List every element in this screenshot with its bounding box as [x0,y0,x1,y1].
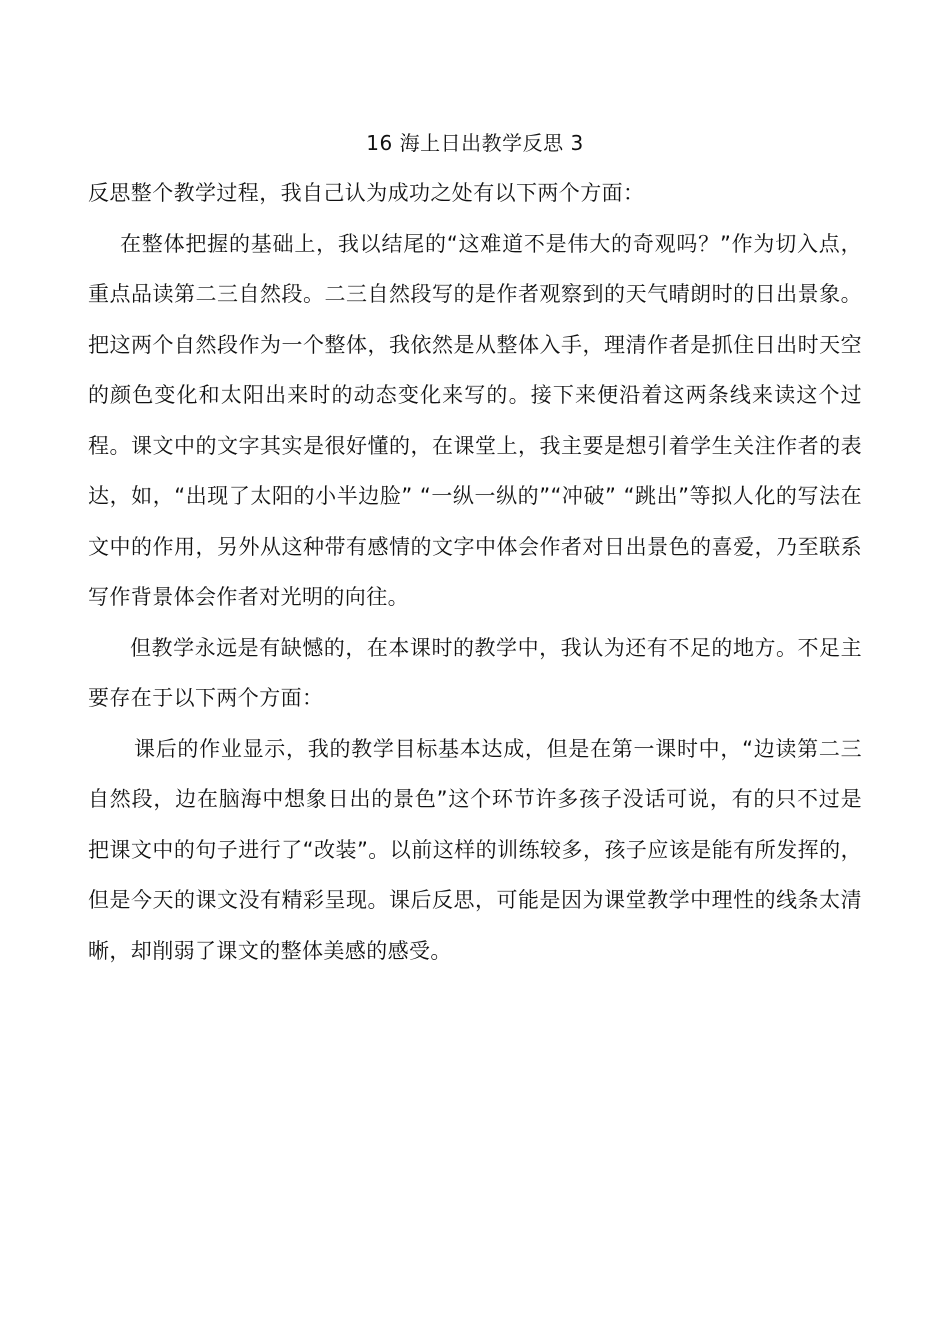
paragraph-shortcomings-intro: 但教学永远是有缺憾的，在本课时的教学中，我认为还有不足的地方。不足主要存在于以下两个方面： [88,635,862,710]
paragraph-strengths: 在整体把握的基础上，我以结尾的“这难道不是伟大的奇观吗？”作为切入点，重点品读第二三自然段。二三自然段写的是作者观察到的天气晴朗时的日出景象。把这两个自然段作为一个整体，我依然是从整体入手，理清作者是抓住日出时天空的颜色变化和太阳出来时的动态变化来写的。接下来便沿着这两条线来读这个过程。课文中的文字其实是很好懂的，在课堂上，我主要是想引着学生关注作者的表达，如，“出现了太阳的小半边脸” “一纵一纵的”“冲破” “跳出”等拟人化的写法在文中的作用，另外从这种带有感情的文字中体会作者对日出景色的喜爱，乃至联系写作背景体会作者对光明的向往。 [88,231,862,609]
document-title: 16 海上日出教学反思 3 [366,131,584,155]
paragraph-summary: 反思整个教学过程，我自己认为成功之处有以下两个方面： [88,181,645,205]
document-body [88,168,862,976]
paragraph-shortcomings-detail: 课后的作业显示，我的教学目标基本达成，但是在第一课时中，“边读第二三自然段，边在脑海中想象日出的景色”这个环节许多孩子没话可说，有的只不过是把课文中的句子进行了“改装”。以前这样的训练较多，孩子应该是能有所发挥的，但是今天的课文没有精彩呈现。课后反思，可能是因为课堂教学中理性的线条太清晰，却削弱了课文的整体美感的感受。 [88,736,862,963]
